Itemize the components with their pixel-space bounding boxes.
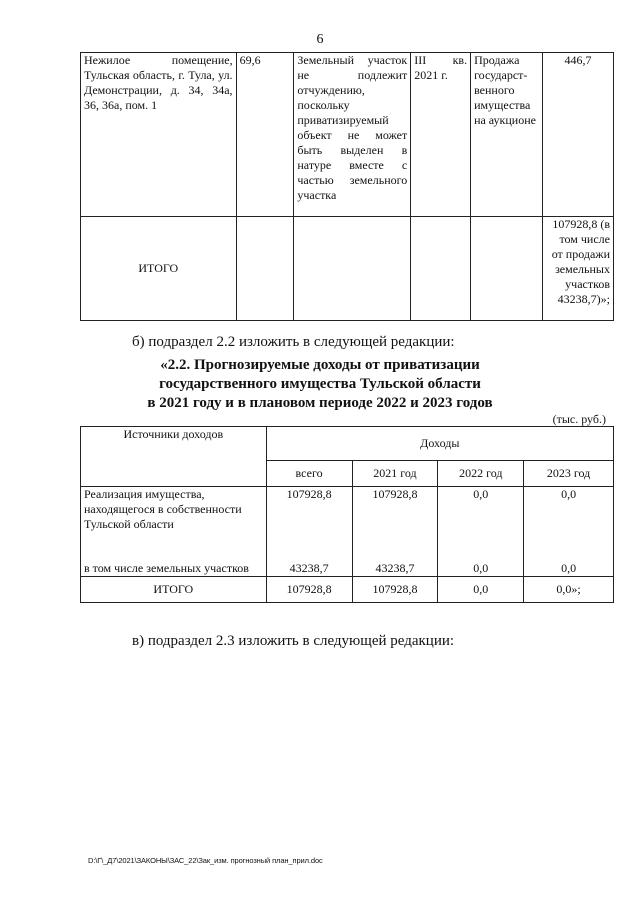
total-value: 107928,8 [266,577,352,603]
income-table [80,426,614,603]
total-row [81,577,614,603]
column-header: всего [266,461,352,487]
value-cell [524,487,614,577]
empty-cell [411,217,471,321]
value: 107928,8 [372,487,418,501]
value-cell [266,487,352,577]
sources-header: Источники доходов [81,427,267,487]
empty-cell [236,217,294,321]
privatization-list-table [80,52,614,321]
page-number: 6 [316,32,324,47]
table-row-label [81,487,267,577]
paragraph-b: б) подраздел 2.2 изложить в следующей редакции: [132,334,455,350]
table-row [81,487,614,577]
empty-cell [471,217,543,321]
row-label: Реализация имущества, находящегося в собственности Тульской области [84,487,242,531]
row-label: в том числе земельных участков [84,561,249,575]
area-cell: 69,6 [236,53,294,217]
total-value: 107928,8 [352,577,438,603]
total-row [81,217,614,321]
table-header-row [81,427,614,461]
amount-cell: 446,7 [543,53,614,217]
units-label: (тыс. руб.) [552,412,606,426]
value: 43238,7 [289,561,329,575]
empty-cell [294,217,411,321]
value-cell [438,487,524,577]
period-cell: III кв. 2021 г. [411,53,471,217]
section-heading [0,356,640,413]
heading-line: государственного имущества Тульской области [159,376,481,392]
income-header: Доходы [266,427,613,461]
method-cell: Продажа государст-венного имущества на аукционе [471,53,543,217]
value: 43238,7 [375,561,415,575]
column-header: 2021 год [352,461,438,487]
value: 107928,8 [286,487,332,501]
value: 0,0 [473,487,489,501]
total-label: ИТОГО [81,217,237,321]
value: 0,0 [473,561,489,575]
table-row [81,53,614,217]
heading-line: в 2021 году и в плановом периоде 2022 и 2023 годов [147,395,493,411]
object-cell: Нежилое помещение, Тульская область, г. Тула, ул. Демонстрации, д. 34, 34а, 36, 36а, пом. 1 [81,53,237,217]
total-amount: 107928,8 (в том числе от продажи земельных участков 43238,7)»; [543,217,614,321]
paragraph-v: в) подраздел 2.3 изложить в следующей редакции: [132,633,455,649]
value-cell [352,487,438,577]
column-header: 2022 год [438,461,524,487]
total-label: ИТОГО [81,577,267,603]
value: 0,0 [561,561,577,575]
total-value: 0,0»; [524,577,614,603]
footer-file-path: D:\Г\_Д7\2021\ЗАКОНЫ\ЗАС_22\Зак_изм. прогнозный план_прил.doc [88,856,323,865]
land-cell: Земельный участок не подлежит отчуждению, поскольку приватизируемый объект не может быть выделен в натуре вместе с частью земельного участка [294,53,411,217]
column-header: 2023 год [524,461,614,487]
value: 0,0 [561,487,577,501]
heading-line: «2.2. Прогнозируемые доходы от приватизации [160,357,480,373]
total-value: 0,0 [438,577,524,603]
